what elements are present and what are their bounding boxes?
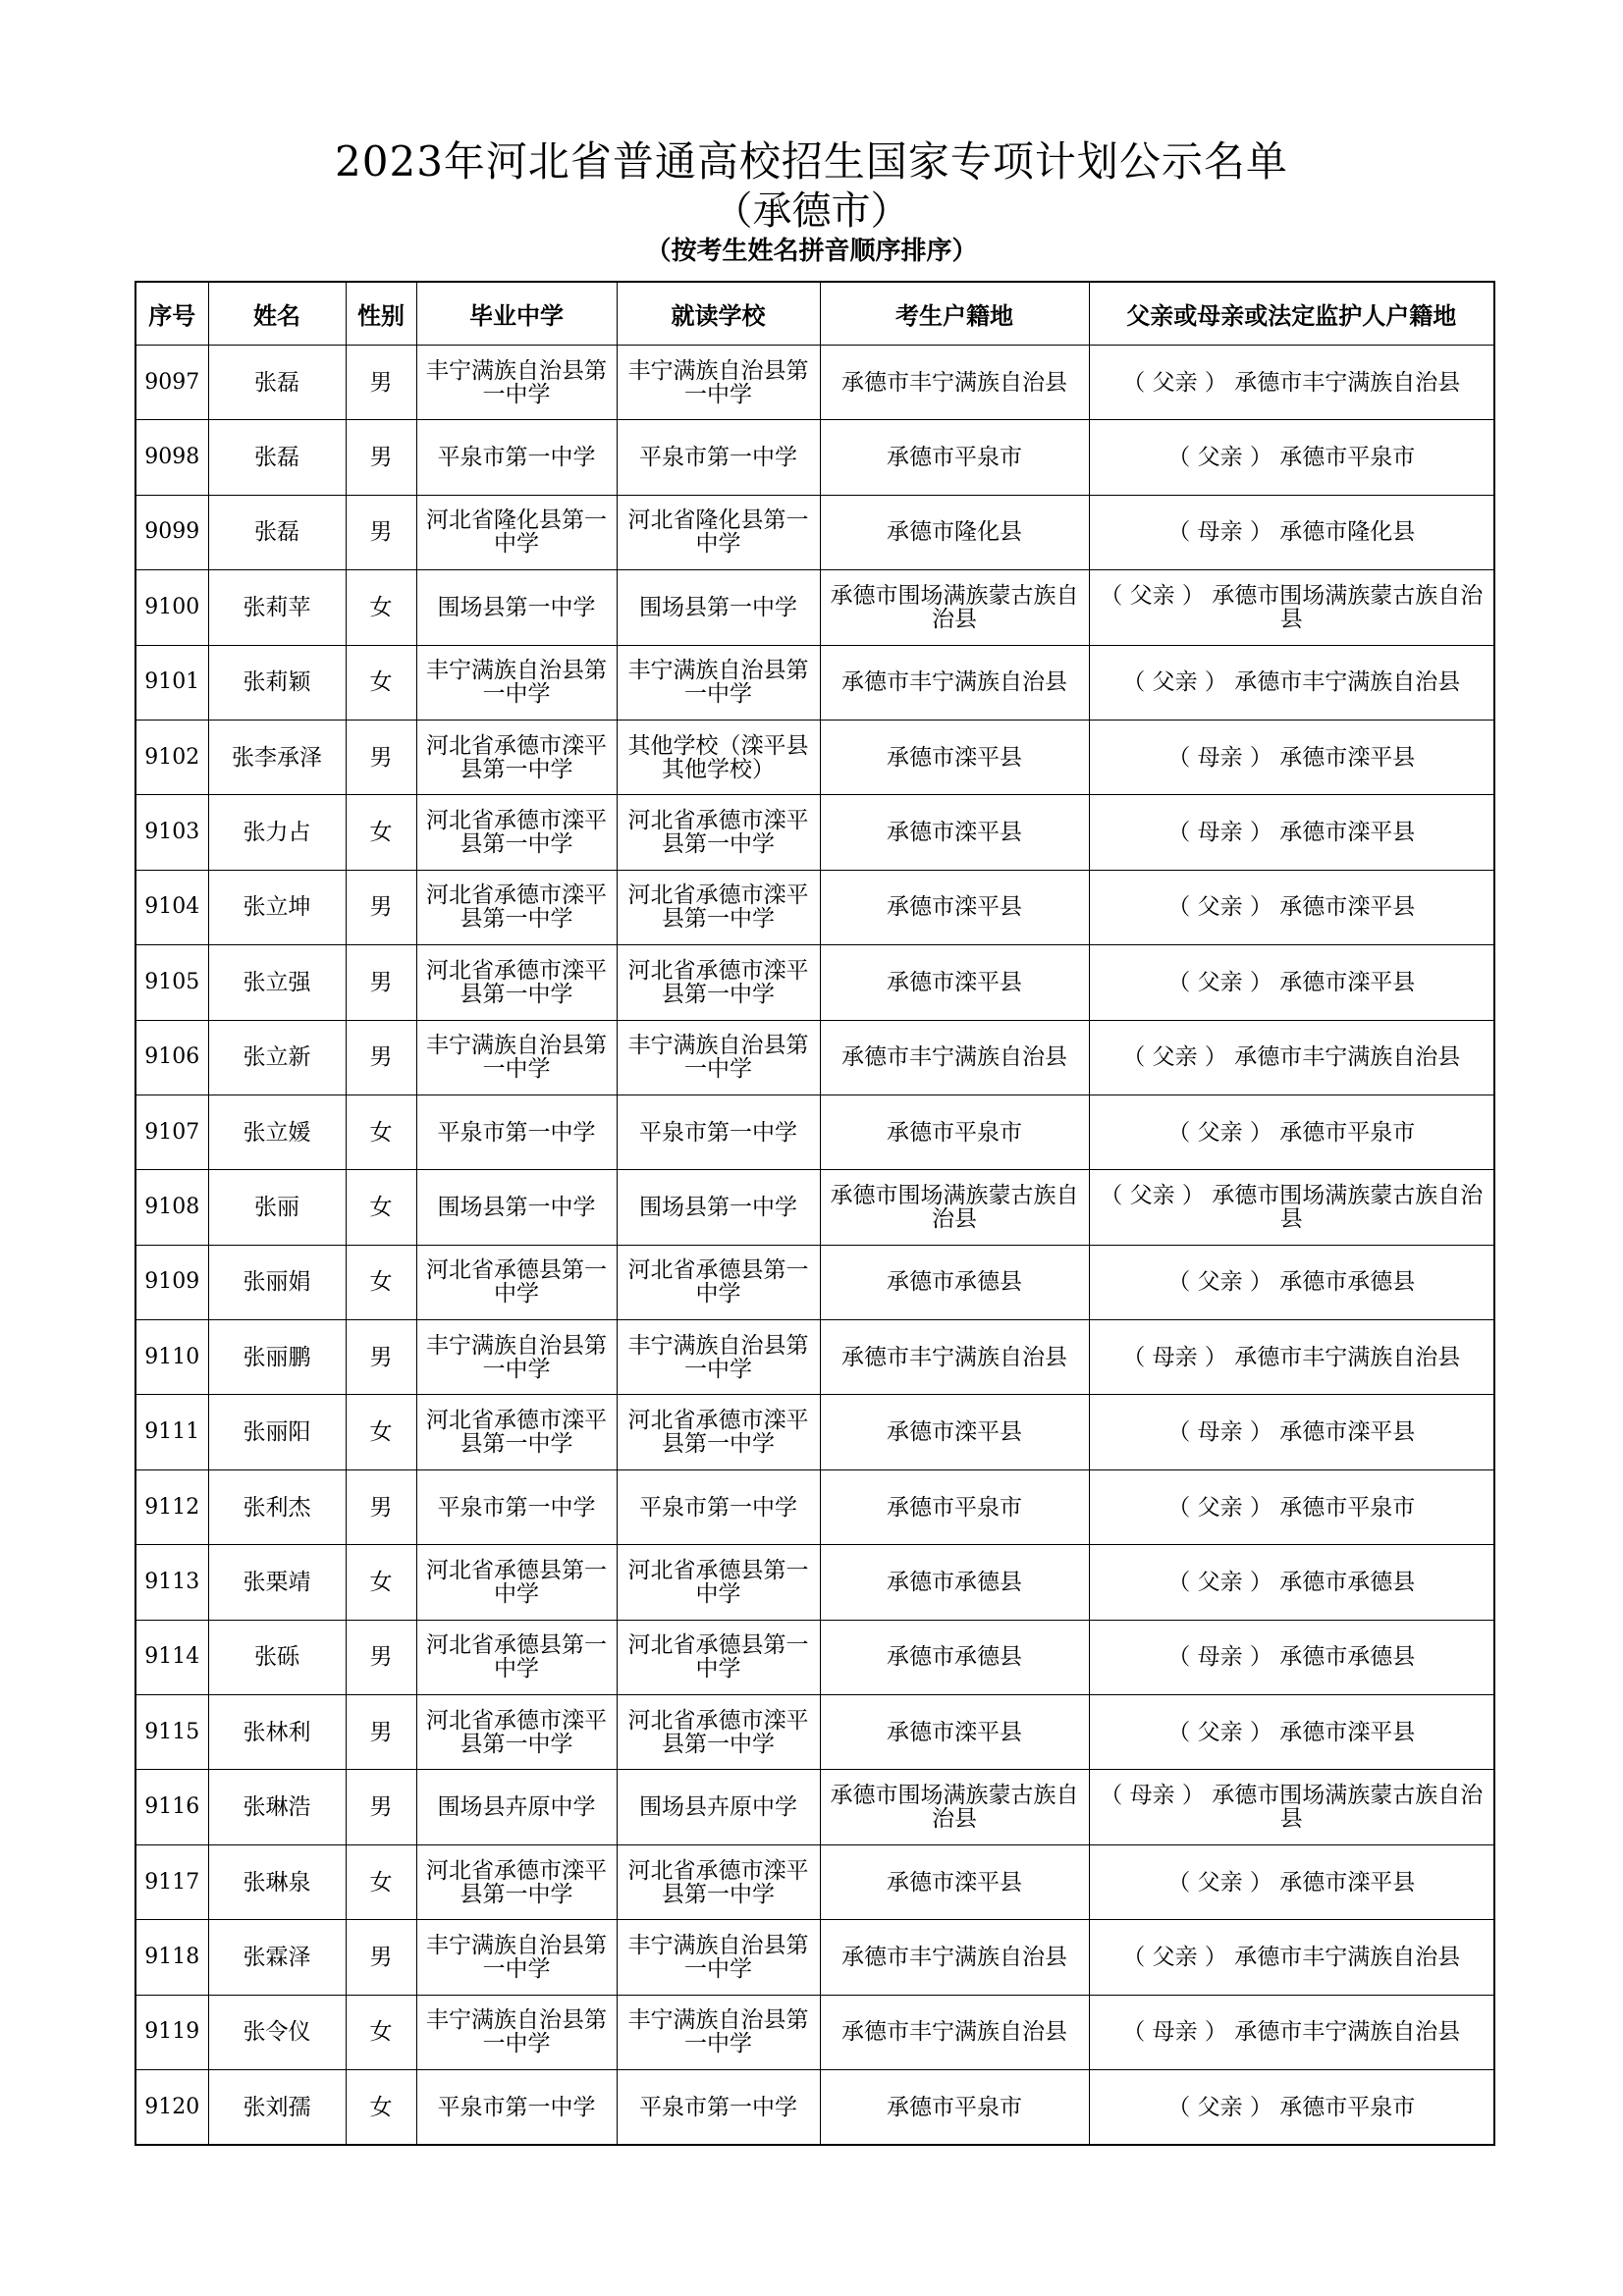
guardian-registration-cell: （ 母亲 ） 承德市滦平县 <box>1089 720 1494 794</box>
name-cell: 张磊 <box>208 346 346 420</box>
sort-note: （按考生姓名拼音顺序排序） <box>645 237 978 266</box>
header-guardian-registration: 父亲或母亲或法定监护人户籍地 <box>1089 282 1494 346</box>
gender-cell: 男 <box>346 1469 416 1544</box>
household-registration-cell: 承德市丰宁满族自治县 <box>820 1020 1089 1095</box>
gender-cell: 女 <box>346 570 416 645</box>
household-registration-cell: 承德市围场满族蒙古族自治县 <box>820 1770 1089 1844</box>
seq-cell: 9105 <box>135 945 208 1020</box>
gender-cell: 女 <box>346 1170 416 1245</box>
current-school-cell: 河北省承德市滦平县第一中学 <box>617 945 820 1020</box>
graduation-school-cell: 围场县第一中学 <box>416 570 617 645</box>
page-subtitle: （承德市） <box>713 188 910 234</box>
guardian-registration-cell: （ 父亲 ） 承德市平泉市 <box>1089 420 1494 495</box>
current-school-cell: 丰宁满族自治县第一中学 <box>617 1920 820 1995</box>
header-graduation-school: 毕业中学 <box>416 282 617 346</box>
household-registration-cell: 承德市平泉市 <box>820 1095 1089 1169</box>
gender-cell: 女 <box>346 2069 416 2145</box>
table-body <box>135 346 1494 2146</box>
name-cell: 张丽 <box>208 1170 346 1245</box>
guardian-registration-cell: （ 父亲 ） 承德市丰宁满族自治县 <box>1089 346 1494 420</box>
seq-cell: 9097 <box>135 346 208 420</box>
guardian-registration-cell: （ 父亲 ） 承德市承德县 <box>1089 1245 1494 1319</box>
current-school-cell: 其他学校（滦平县其他学校） <box>617 720 820 794</box>
household-registration-cell: 承德市丰宁满族自治县 <box>820 1995 1089 2069</box>
header-seq: 序号 <box>135 282 208 346</box>
header-gender: 性别 <box>346 282 416 346</box>
current-school-cell: 河北省承德市滦平县第一中学 <box>617 1395 820 1469</box>
name-cell: 张磊 <box>208 495 346 569</box>
household-registration-cell: 承德市滦平县 <box>820 720 1089 794</box>
guardian-registration-cell: （ 母亲 ） 承德市滦平县 <box>1089 795 1494 870</box>
table-row <box>135 1020 1494 1095</box>
household-registration-cell: 承德市滦平县 <box>820 945 1089 1020</box>
table-row <box>135 645 1494 720</box>
table-row <box>135 1844 1494 1919</box>
graduation-school-cell: 河北省承德市滦平县第一中学 <box>416 870 617 944</box>
current-school-cell: 丰宁满族自治县第一中学 <box>617 346 820 420</box>
graduation-school-cell: 丰宁满族自治县第一中学 <box>416 1320 617 1395</box>
name-cell: 张李承泽 <box>208 720 346 794</box>
guardian-registration-cell: （ 父亲 ） 承德市滦平县 <box>1089 1844 1494 1919</box>
household-registration-cell: 承德市承德县 <box>820 1545 1089 1620</box>
graduation-school-cell: 围场县卉原中学 <box>416 1770 617 1844</box>
seq-cell: 9115 <box>135 1695 208 1770</box>
seq-cell: 9104 <box>135 870 208 944</box>
graduation-school-cell: 丰宁满族自治县第一中学 <box>416 1995 617 2069</box>
household-registration-cell: 承德市丰宁满族自治县 <box>820 645 1089 720</box>
gender-cell: 女 <box>346 645 416 720</box>
seq-cell: 9112 <box>135 1469 208 1544</box>
guardian-registration-cell: （ 父亲 ） 承德市围场满族蒙古族自治县 <box>1089 570 1494 645</box>
household-registration-cell: 承德市平泉市 <box>820 2069 1089 2145</box>
graduation-school-cell: 河北省承德县第一中学 <box>416 1620 617 1694</box>
graduation-school-cell: 河北省承德市滦平县第一中学 <box>416 1695 617 1770</box>
household-registration-cell: 承德市滦平县 <box>820 1395 1089 1469</box>
table-row <box>135 1545 1494 1620</box>
name-cell: 张立新 <box>208 1020 346 1095</box>
household-registration-cell: 承德市平泉市 <box>820 420 1089 495</box>
seq-cell: 9098 <box>135 420 208 495</box>
current-school-cell: 丰宁满族自治县第一中学 <box>617 1020 820 1095</box>
guardian-registration-cell: （ 母亲 ） 承德市承德县 <box>1089 1620 1494 1694</box>
seq-cell: 9117 <box>135 1844 208 1919</box>
seq-cell: 9118 <box>135 1920 208 1995</box>
seq-cell: 9103 <box>135 795 208 870</box>
seq-cell: 9099 <box>135 495 208 569</box>
gender-cell: 男 <box>346 1920 416 1995</box>
page-title: 2023年河北省普通高校招生国家专项计划公示名单 <box>335 137 1288 186</box>
household-registration-cell: 承德市滦平县 <box>820 870 1089 944</box>
household-registration-cell: 承德市滦平县 <box>820 1844 1089 1919</box>
graduation-school-cell: 平泉市第一中学 <box>416 1469 617 1544</box>
current-school-cell: 平泉市第一中学 <box>617 1469 820 1544</box>
gender-cell: 女 <box>346 1245 416 1319</box>
table-row <box>135 495 1494 569</box>
graduation-school-cell: 河北省承德市滦平县第一中学 <box>416 795 617 870</box>
guardian-registration-cell: （ 父亲 ） 承德市丰宁满族自治县 <box>1089 1020 1494 1095</box>
name-cell: 张砾 <box>208 1620 346 1694</box>
graduation-school-cell: 河北省承德市滦平县第一中学 <box>416 720 617 794</box>
seq-cell: 9101 <box>135 645 208 720</box>
graduation-school-cell: 河北省承德市滦平县第一中学 <box>416 1395 617 1469</box>
guardian-registration-cell: （ 父亲 ） 承德市围场满族蒙古族自治县 <box>1089 1170 1494 1245</box>
name-cell: 张莉颖 <box>208 645 346 720</box>
table-row <box>135 346 1494 420</box>
seq-cell: 9119 <box>135 1995 208 2069</box>
guardian-registration-cell: （ 母亲 ） 承德市隆化县 <box>1089 495 1494 569</box>
current-school-cell: 围场县卉原中学 <box>617 1770 820 1844</box>
guardian-registration-cell: （ 父亲 ） 承德市丰宁满族自治县 <box>1089 1920 1494 1995</box>
guardian-registration-cell: （ 母亲 ） 承德市围场满族蒙古族自治县 <box>1089 1770 1494 1844</box>
household-registration-cell: 承德市承德县 <box>820 1620 1089 1694</box>
table-row <box>135 1170 1494 1245</box>
seq-cell: 9110 <box>135 1320 208 1395</box>
header-current-school: 就读学校 <box>617 282 820 346</box>
graduation-school-cell: 平泉市第一中学 <box>416 1095 617 1169</box>
household-registration-cell: 承德市滦平县 <box>820 795 1089 870</box>
seq-cell: 9113 <box>135 1545 208 1620</box>
graduation-school-cell: 河北省承德县第一中学 <box>416 1545 617 1620</box>
current-school-cell: 丰宁满族自治县第一中学 <box>617 1995 820 2069</box>
seq-cell: 9114 <box>135 1620 208 1694</box>
graduation-school-cell: 丰宁满族自治县第一中学 <box>416 346 617 420</box>
gender-cell: 男 <box>346 495 416 569</box>
current-school-cell: 平泉市第一中学 <box>617 1095 820 1169</box>
household-registration-cell: 承德市平泉市 <box>820 1469 1089 1544</box>
current-school-cell: 围场县第一中学 <box>617 1170 820 1245</box>
graduation-school-cell: 丰宁满族自治县第一中学 <box>416 645 617 720</box>
household-registration-cell: 承德市承德县 <box>820 1245 1089 1319</box>
seq-cell: 9108 <box>135 1170 208 1245</box>
household-registration-cell: 承德市丰宁满族自治县 <box>820 1320 1089 1395</box>
household-registration-cell: 承德市丰宁满族自治县 <box>820 1920 1089 1995</box>
name-cell: 张琳浩 <box>208 1770 346 1844</box>
name-cell: 张立媛 <box>208 1095 346 1169</box>
gender-cell: 女 <box>346 795 416 870</box>
name-cell: 张丽鹏 <box>208 1320 346 1395</box>
name-cell: 张力占 <box>208 795 346 870</box>
guardian-registration-cell: （ 母亲 ） 承德市丰宁满族自治县 <box>1089 1320 1494 1395</box>
gender-cell: 男 <box>346 1020 416 1095</box>
household-registration-cell: 承德市围场满族蒙古族自治县 <box>820 1170 1089 1245</box>
name-cell: 张立强 <box>208 945 346 1020</box>
graduation-school-cell: 丰宁满族自治县第一中学 <box>416 1020 617 1095</box>
graduation-school-cell: 平泉市第一中学 <box>416 420 617 495</box>
gender-cell: 男 <box>346 1620 416 1694</box>
seq-cell: 9107 <box>135 1095 208 1169</box>
name-cell: 张霖泽 <box>208 1920 346 1995</box>
graduation-school-cell: 平泉市第一中学 <box>416 2069 617 2145</box>
table-row <box>135 1320 1494 1395</box>
graduation-school-cell: 河北省承德市滦平县第一中学 <box>416 1844 617 1919</box>
table-header-row <box>135 282 1494 346</box>
gender-cell: 女 <box>346 1844 416 1919</box>
seq-cell: 9100 <box>135 570 208 645</box>
name-cell: 张琳泉 <box>208 1844 346 1919</box>
table-row <box>135 795 1494 870</box>
current-school-cell: 河北省隆化县第一中学 <box>617 495 820 569</box>
graduation-school-cell: 围场县第一中学 <box>416 1170 617 1245</box>
current-school-cell: 平泉市第一中学 <box>617 2069 820 2145</box>
gender-cell: 男 <box>346 720 416 794</box>
guardian-registration-cell: （ 父亲 ） 承德市滦平县 <box>1089 1695 1494 1770</box>
table-row <box>135 1920 1494 1995</box>
gender-cell: 男 <box>346 945 416 1020</box>
household-registration-cell: 承德市丰宁满族自治县 <box>820 346 1089 420</box>
name-cell: 张磊 <box>208 420 346 495</box>
gender-cell: 男 <box>346 1320 416 1395</box>
guardian-registration-cell: （ 父亲 ） 承德市丰宁满族自治县 <box>1089 645 1494 720</box>
current-school-cell: 河北省承德县第一中学 <box>617 1245 820 1319</box>
table-row <box>135 1395 1494 1469</box>
gender-cell: 男 <box>346 1695 416 1770</box>
header-household-registration: 考生户籍地 <box>820 282 1089 346</box>
name-cell: 张立坤 <box>208 870 346 944</box>
current-school-cell: 河北省承德县第一中学 <box>617 1620 820 1694</box>
table-row <box>135 1620 1494 1694</box>
seq-cell: 9102 <box>135 720 208 794</box>
current-school-cell: 河北省承德县第一中学 <box>617 1545 820 1620</box>
table-row <box>135 1770 1494 1844</box>
graduation-school-cell: 河北省隆化县第一中学 <box>416 495 617 569</box>
name-cell: 张刘孺 <box>208 2069 346 2145</box>
gender-cell: 男 <box>346 870 416 944</box>
household-registration-cell: 承德市围场满族蒙古族自治县 <box>820 570 1089 645</box>
name-cell: 张令仪 <box>208 1995 346 2069</box>
guardian-registration-cell: （ 父亲 ） 承德市平泉市 <box>1089 1469 1494 1544</box>
gender-cell: 女 <box>346 1995 416 2069</box>
seq-cell: 9106 <box>135 1020 208 1095</box>
table-row <box>135 420 1494 495</box>
table-row <box>135 1695 1494 1770</box>
table-row <box>135 945 1494 1020</box>
seq-cell: 9120 <box>135 2069 208 2145</box>
current-school-cell: 河北省承德市滦平县第一中学 <box>617 870 820 944</box>
table-row <box>135 1245 1494 1319</box>
seq-cell: 9116 <box>135 1770 208 1844</box>
table-row <box>135 1995 1494 2069</box>
table-row <box>135 720 1494 794</box>
seq-cell: 9111 <box>135 1395 208 1469</box>
table-row <box>135 1095 1494 1169</box>
table-row <box>135 2069 1494 2145</box>
household-registration-cell: 承德市隆化县 <box>820 495 1089 569</box>
gender-cell: 男 <box>346 1770 416 1844</box>
gender-cell: 女 <box>346 1395 416 1469</box>
name-cell: 张丽阳 <box>208 1395 346 1469</box>
graduation-school-cell: 河北省承德县第一中学 <box>416 1245 617 1319</box>
header-name: 姓名 <box>208 282 346 346</box>
current-school-cell: 河北省承德市滦平县第一中学 <box>617 1695 820 1770</box>
guardian-registration-cell: （ 父亲 ） 承德市滦平县 <box>1089 945 1494 1020</box>
gender-cell: 女 <box>346 1095 416 1169</box>
guardian-registration-cell: （ 母亲 ） 承德市滦平县 <box>1089 1395 1494 1469</box>
name-cell: 张丽娟 <box>208 1245 346 1319</box>
current-school-cell: 河北省承德市滦平县第一中学 <box>617 1844 820 1919</box>
guardian-registration-cell: （ 父亲 ） 承德市滦平县 <box>1089 870 1494 944</box>
graduation-school-cell: 河北省承德市滦平县第一中学 <box>416 945 617 1020</box>
current-school-cell: 丰宁满族自治县第一中学 <box>617 1320 820 1395</box>
gender-cell: 男 <box>346 420 416 495</box>
table-row <box>135 870 1494 944</box>
name-cell: 张林利 <box>208 1695 346 1770</box>
candidate-table <box>135 281 1495 2146</box>
seq-cell: 9109 <box>135 1245 208 1319</box>
name-cell: 张莉苹 <box>208 570 346 645</box>
current-school-cell: 平泉市第一中学 <box>617 420 820 495</box>
table-row <box>135 1469 1494 1544</box>
name-cell: 张栗靖 <box>208 1545 346 1620</box>
guardian-registration-cell: （ 父亲 ） 承德市平泉市 <box>1089 1095 1494 1169</box>
guardian-registration-cell: （ 父亲 ） 承德市平泉市 <box>1089 2069 1494 2145</box>
graduation-school-cell: 丰宁满族自治县第一中学 <box>416 1920 617 1995</box>
current-school-cell: 河北省承德市滦平县第一中学 <box>617 795 820 870</box>
table-row <box>135 570 1494 645</box>
gender-cell: 男 <box>346 346 416 420</box>
current-school-cell: 丰宁满族自治县第一中学 <box>617 645 820 720</box>
guardian-registration-cell: （ 母亲 ） 承德市丰宁满族自治县 <box>1089 1995 1494 2069</box>
current-school-cell: 围场县第一中学 <box>617 570 820 645</box>
gender-cell: 女 <box>346 1545 416 1620</box>
guardian-registration-cell: （ 父亲 ） 承德市承德县 <box>1089 1545 1494 1620</box>
household-registration-cell: 承德市滦平县 <box>820 1695 1089 1770</box>
name-cell: 张利杰 <box>208 1469 346 1544</box>
